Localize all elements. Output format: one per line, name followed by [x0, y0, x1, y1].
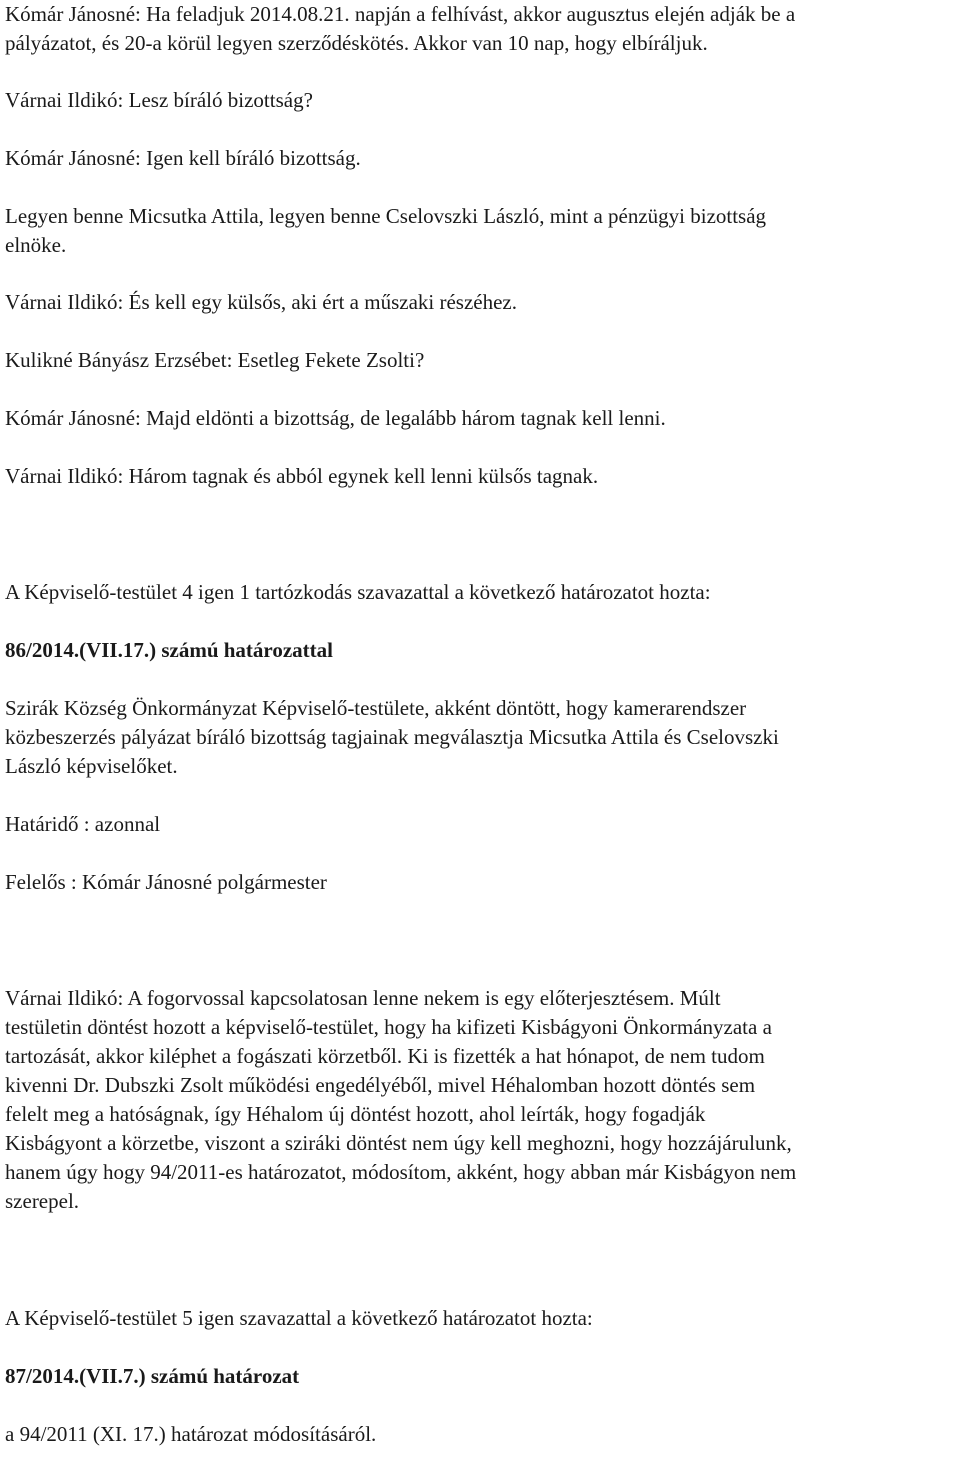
resolution-title-86: [5, 636, 960, 665]
deadline-line: [5, 810, 960, 839]
text-line: Szirák Község Önkormányzat Képviselő-testülete, akként döntött, hogy kamerarendszer: [5, 696, 747, 720]
text-line: A Képviselő-testület 5 igen szavazattal a következő határozatot hozta:: [5, 1306, 593, 1330]
text-line: pályázatot, és 20-a körül legyen szerződéskötés. Akkor van 10 nap, hogy elbíráljuk.: [5, 31, 708, 55]
paragraph-varnai-bizottsag-kerdes: [5, 86, 960, 115]
text-line: 87/2014.(VII.7.) számú határozat: [5, 1364, 300, 1388]
paragraph-komar-feladjuk: [5, 0, 960, 58]
responsible-line: [5, 868, 960, 897]
text-line: Kómár Jánosné: Igen kell bíráló bizottság.: [5, 146, 361, 170]
text-line: Várnai Ildikó: A fogorvossal kapcsolatosan lenne nekem is egy előterjesztésem. Múlt: [5, 986, 721, 1010]
paragraph-bizottsag-tagok: [5, 202, 960, 260]
resolution-body-86: [5, 694, 960, 781]
text-line: Felelős : Kómár Jánosné polgármester: [5, 870, 327, 894]
text-line: Várnai Ildikó: Három tagnak és abból egynek kell lenni külsős tagnak.: [5, 464, 599, 488]
text-line: Kulikné Bányász Erzsébet: Esetleg Fekete Zsolti?: [5, 348, 425, 372]
text-line: a 94/2011 (XI. 17.) határozat módosításáról.: [5, 1422, 377, 1446]
paragraph-szavazas-2: [5, 1304, 960, 1333]
text-line: elnöke.: [5, 233, 67, 257]
text-line: testületin döntést hozott a képviselő-testület, hogy ha kifizeti Kisbágyoni Önkormányzata a: [5, 1015, 772, 1039]
text-line: Kisbágyont a körzetbe, viszont a sziráki döntést nem úgy kell meghozni, hogy hozzájárulunk,: [5, 1131, 792, 1155]
paragraph-varnai-harom-tag: [5, 462, 960, 491]
text-line: László képviselőket.: [5, 754, 178, 778]
text-line: szerepel.: [5, 1189, 80, 1213]
paragraph-varnai-fogorvos: [5, 984, 960, 1216]
text-line: Határidő : azonnal: [5, 812, 161, 836]
text-line: Legyen benne Micsutka Attila, legyen benne Cselovszki László, mint a pénzügyi bizottság: [5, 204, 767, 228]
paragraph-komar-harom-tag: [5, 404, 960, 433]
text-line: A Képviselő-testület 4 igen 1 tartózkodás szavazattal a következő határozatot hozta:: [5, 580, 711, 604]
resolution-subject-87: [5, 1420, 960, 1449]
text-line: Várnai Ildikó: Lesz bíráló bizottság?: [5, 88, 313, 112]
text-line: hanem úgy hogy 94/2011-es határozatot, módosítom, akként, hogy abban már Kisbágyon nem: [5, 1160, 797, 1184]
text-line: Várnai Ildikó: És kell egy külsős, aki ért a műszaki részéhez.: [5, 290, 517, 314]
text-line: felelt meg a hatóságnak, így Héhalom új döntést hozott, ahol leírták, hogy fogadják: [5, 1102, 706, 1126]
text-line: közbeszerzés pályázat bíráló bizottság tagjainak megválasztja Micsutka Attila és Cselovszki: [5, 725, 779, 749]
paragraph-komar-bizottsag-igen: [5, 144, 960, 173]
text-line: Kómár Jánosné: Ha feladjuk 2014.08.21. napján a felhívást, akkor augusztus elején adják be a: [5, 2, 796, 26]
text-line: tartozását, akkor kiléphet a fogászati körzetből. Ki is fizették a hat hónapot, de nem tudom: [5, 1044, 765, 1068]
paragraph-kulikne-fekete: [5, 346, 960, 375]
text-line: 86/2014.(VII.17.) számú határozattal: [5, 638, 334, 662]
paragraph-szavazas-1: [5, 578, 960, 607]
resolution-title-87: [5, 1362, 960, 1391]
text-line: Kómár Jánosné: Majd eldönti a bizottság, de legalább három tagnak kell lenni.: [5, 406, 666, 430]
text-line: kivenni Dr. Dubszki Zsolt működési engedélyéből, mivel Héhalomban hozott döntés sem: [5, 1073, 756, 1097]
paragraph-varnai-kulsos: [5, 288, 960, 317]
